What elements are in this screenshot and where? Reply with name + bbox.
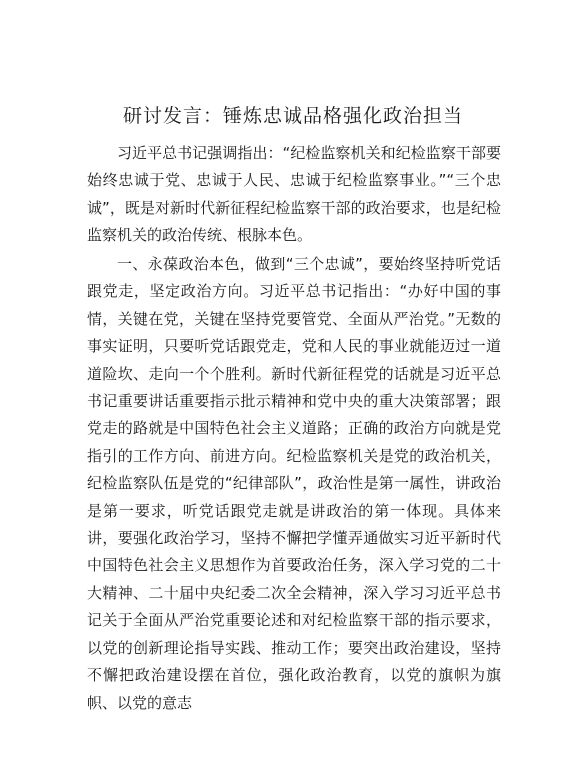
paragraph-section-one: 一、永葆政治本色，做到“三个忠诚”，要始终坚持听党话跟党走，坚定政治方向。习近平总书记指出：“办好中国的事情，关键在党，关键在坚持党要管党、全面从严治党。”无数的事实证明，只要听党话跟党走，党和人民的事业就能迈过一道道险坎、走向一个个胜利。新时代新征程党的话就是习近平总书记重要讲话重要指示批示精神和党中央的重大决策部署；跟党走的路就是中国特色社会主义道路；正确的政治方向就是党指引的工作方向、前进方向。纪检监察机关是党的政治机关，纪检监察队伍是党的“纪律部队”，政治性是第一属性，讲政治是第一要求，听党话跟党走就是讲政治的第一体现。具体来讲，要强化政治学习，坚持不懈把学懂弄通做实习近平新时代中国特色社会主义思想作为首要政治任务，深入学习党的二十大精神、二十届中央纪委二次全会精神，深入学习习近平总书记关于全面从严治党重要论述和对纪检监察干部的指示要求，以党的创新理论指导实践、推动工作；要突出政治建设，坚持不懈把政治建设摆在首位，强化政治教育，以党的旗帜为旗帜、以党的意志 xyxy=(87,255,501,712)
document-title: 研讨发言：锤炼忠诚品格强化政治担当 xyxy=(122,105,463,127)
paragraph-intro: 习近平总书记强调指出：“纪检监察机关和纪检监察干部要始终忠诚于党、忠诚于人民、忠诚于纪检监察事业。”“三个忠诚”，既是对新时代新征程纪检监察干部的政治要求，也是纪检监察机关的政治传统、根脉本色。 xyxy=(87,144,501,245)
